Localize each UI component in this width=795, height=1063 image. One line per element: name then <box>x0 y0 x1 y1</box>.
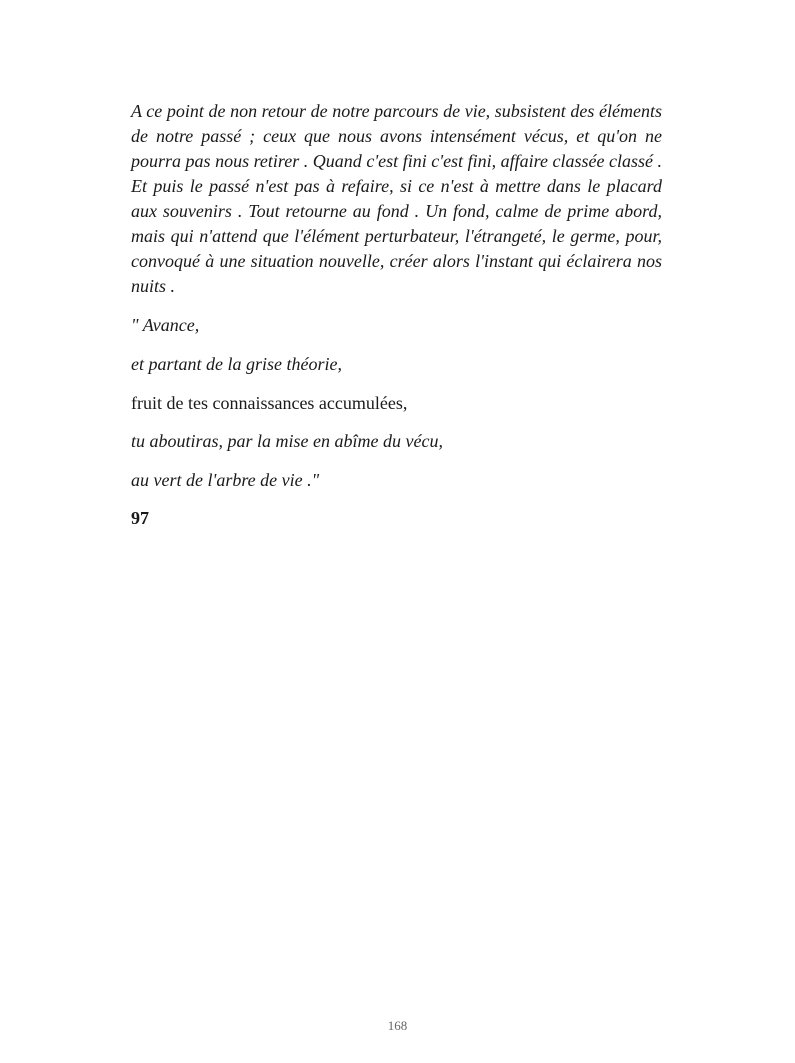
quote-line-2: et partant de la grise théorie, <box>131 354 342 374</box>
quote-line-3: fruit de tes connaissances accumulées, <box>131 393 408 413</box>
body-paragraph: A ce point de non retour de notre parcours de vie, subsistent des éléments de notre passé ; ceux que nous avons intensément vécus, et qu'on ne pourra pas nous retirer . Quand c'est fini c'est fini, affaire classée classé . Et puis le passé n'est pas à refaire, si ce n'est à mettre dans le placard aux souvenirs . Tout retourne au fond . Un fond, calme de prime abord, mais qui n'attend que l'élément perturbateur, l'étrangeté, le germe, pour, convoqué à une situation nouvelle, créer alors l'instant qui éclairera nos nuits . <box>131 101 662 296</box>
page-number: 168 <box>387 1018 408 1033</box>
quote-line-1: " Avance, <box>131 315 200 335</box>
section-number: 97 <box>131 508 149 528</box>
quote-line-4: tu aboutiras, par la mise en abîme du vécu, <box>131 431 443 451</box>
quote-line-5: au vert de l'arbre de vie ." <box>131 470 320 490</box>
